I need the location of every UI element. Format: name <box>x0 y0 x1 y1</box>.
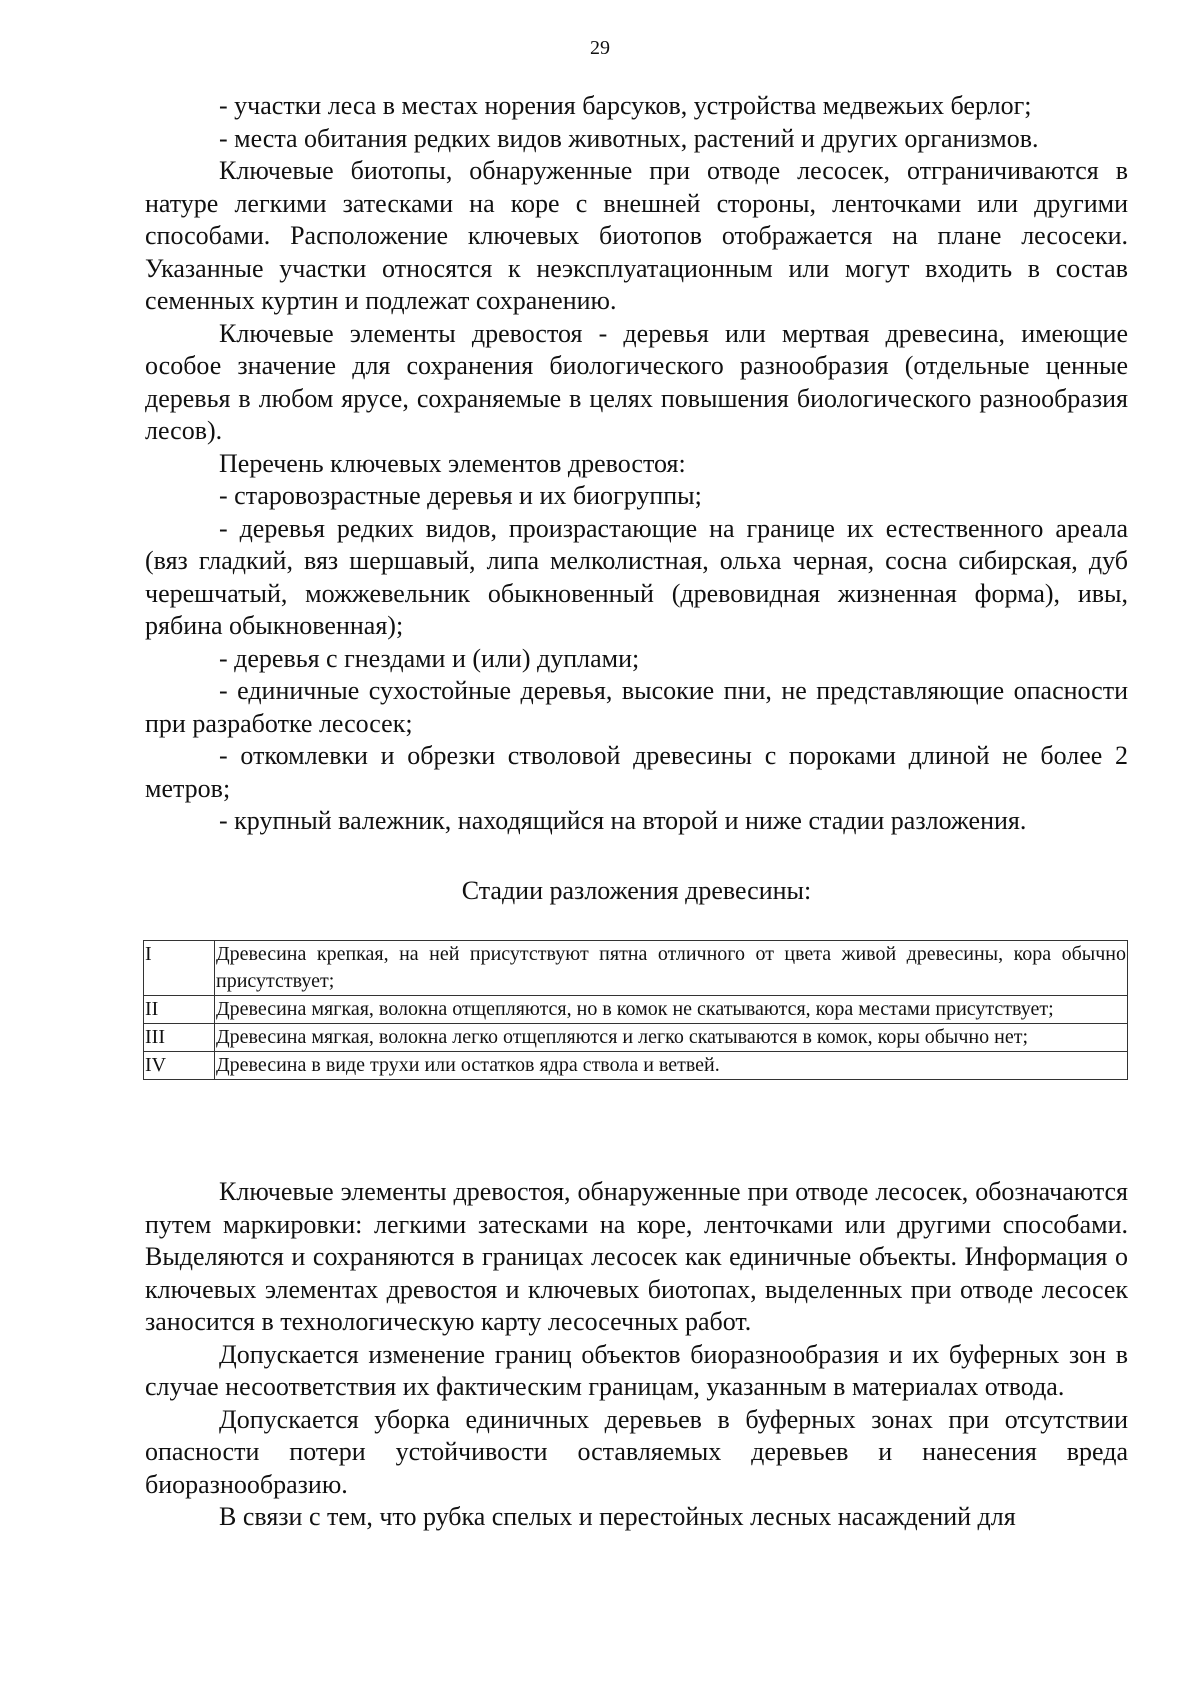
paragraph: - деревья с гнездами и (или) дуплами; <box>219 643 640 673</box>
paragraph: - участки леса в местах норения барсуков, устройства медвежьих берлог; <box>219 91 1032 120</box>
paragraph: - откомлевки и обрезки стволовой древесины с пороками длиной не более 2 метров; <box>145 741 1128 803</box>
decomposition-stages-table <box>143 940 1128 1080</box>
paragraph: В связи с тем, что рубка спелых и перестойных лесных насаждений для <box>219 1502 1016 1531</box>
stage-description: Древесина мягкая, волокна легко отщепляются и легко скатываются в комок, коры обычно нет; <box>215 1024 1128 1052</box>
table-row <box>144 941 1128 996</box>
stage-description: Древесина крепкая, на ней присутствуют пятна отличного от цвета живой древесины, кора обычно присутствует; <box>215 941 1128 996</box>
text-block-top <box>145 90 1128 838</box>
table-caption: Стадии разложения древесины: <box>461 876 812 905</box>
stage-number: IV <box>144 1052 215 1080</box>
stage-description: Древесина в виде трухи или остатков ядра ствола и ветвей. <box>215 1052 1128 1080</box>
paragraph: Ключевые элементы древостоя - деревья или мертвая древесина, имеющие особое значение для сохранения биологического разнообразия (отдельные ценные деревья в любом ярусе, сохраняемые в целях повышения биологического разнообразия лесов). <box>145 318 1128 445</box>
paragraph: - единичные сухостойные деревья, высокие пни, не представляющие опасности при разработке лесосек; <box>145 676 1128 738</box>
stage-number: I <box>144 941 215 996</box>
paragraph: Допускается уборка единичных деревьев в буферных зонах при отсутствии опасности потери устойчивости оставляемых деревьев и нанесения вреда биоразнообразию. <box>145 1404 1128 1499</box>
stage-number: II <box>144 996 215 1024</box>
paragraph: - места обитания редких видов животных, растений и других организмов. <box>219 123 1039 153</box>
table-row <box>144 996 1128 1024</box>
text-block-bottom <box>145 1176 1128 1534</box>
stage-description: Древесина мягкая, волокна отщепляются, но в комок не скатываются, кора местами присутствует; <box>215 996 1128 1024</box>
paragraph: Ключевые биотопы, обнаруженные при отводе лесосек, отграничиваются в натуре легкими затесками на коре с внешней стороны, ленточками или другими способами. Расположение ключевых биотопов отображается на плане лесосеки. Указанные участки относятся к неэксплуатационным или могут входить в состав семенных куртин и подлежат сохранению. <box>145 156 1128 315</box>
paragraph: - старовозрастные деревья и их биогруппы; <box>219 481 702 510</box>
stage-number: III <box>144 1024 215 1052</box>
table-row <box>144 1052 1128 1080</box>
paragraph: Допускается изменение границ объектов биоразнообразия и их буферных зон в случае несоответствия их фактическим границам, указанным в материалах отвода. <box>145 1339 1128 1401</box>
paragraph: - крупный валежник, находящийся на второй и ниже стадии разложения. <box>219 806 1027 835</box>
page-number: 29 <box>590 37 610 59</box>
paragraph: - деревья редких видов, произрастающие на границе их естественного ареала (вяз гладкий, вяз шершавый, липа мелколистная, ольха черная, сосна сибирская, дуб черешчатый, можжевельник обыкновенный (древовидная жизненная форма), ивы, рябина обыкновенная); <box>145 513 1128 640</box>
paragraph: Ключевые элементы древостоя, обнаруженные при отводе лесосек, обозначаются путем маркировки: легкими затесками на коре, ленточками или другими способами. Выделяются и сохраняются в границах лесосек как единичные объекты. Информация о ключевых элементах древостоя и ключевых биотопах, выделенных при отводе лесосек заносится в технологическую карту лесосечных работ. <box>145 1177 1128 1336</box>
paragraph: Перечень ключевых элементов древостоя: <box>219 448 686 478</box>
table-row <box>144 1024 1128 1052</box>
